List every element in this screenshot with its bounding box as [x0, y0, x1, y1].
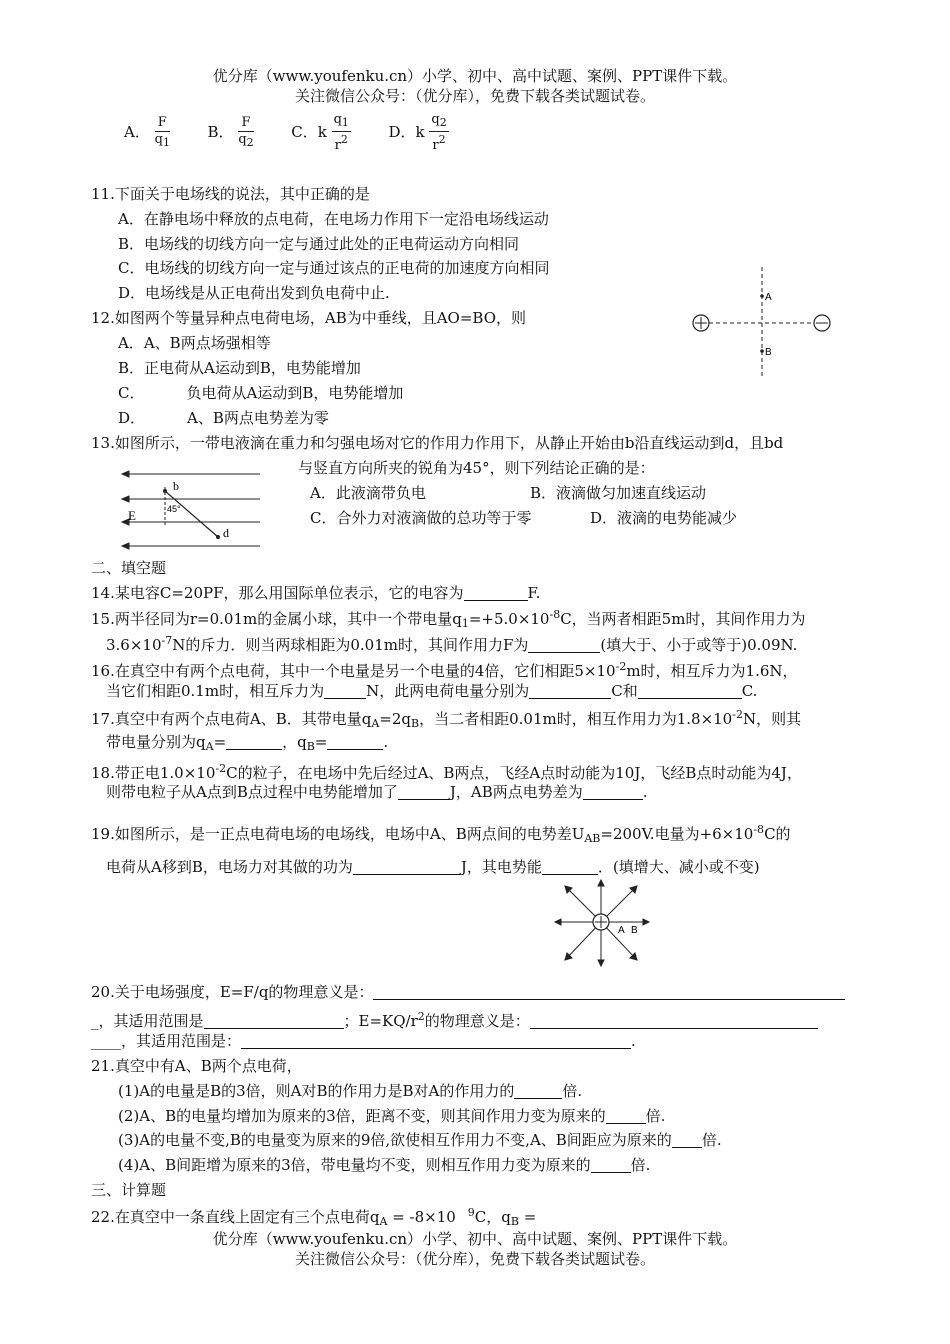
- q17-line-2: 带电量分别为$q_A=$ ，$q_B=$ .: [106, 733, 389, 753]
- q19-line-2: 电荷从A移到B，电场力对其做的功为 J，其电势能 ．(填增大、减小或不变): [106, 858, 760, 876]
- q12-option-d: D． A、B两点电势差为零: [118, 409, 329, 427]
- q18-line-1: 18.带正电$1.0\times 10^{-2}C$的粒子，在电场中先后经过A、B两点，飞经A点时动能为10J，飞经B点时动能为4J，: [91, 762, 802, 782]
- q13-label-b: b: [173, 479, 179, 493]
- q12-dipole-figure: [690, 265, 840, 380]
- q17-line-1: 17.真空中有两个点电荷A、B．其带电量$q_A=2q_B$，当二者相距0.01m时，相互作用力为$1.8\times 10^{-2}N$，则其: [91, 708, 802, 730]
- q20-blank-4[interactable]: [241, 1033, 631, 1049]
- q22: 22.在真空中一条直线上固定有三个点电荷$q_A = -8\times 10$ $^9$C，$q_B$ =: [91, 1206, 537, 1228]
- positive-charge-icon: [593, 914, 609, 930]
- q17-blank-1[interactable]: [226, 734, 282, 750]
- negative-charge-icon: [814, 315, 830, 331]
- q15-line-2: $3.6\times 10^{-7}N$的斥力．则当两球相距为0.01m时，其间作用力F为 (填大于、小于或等于)0.09N.: [106, 634, 798, 654]
- q20-line-1: 20.关于电场强度，E=F/q的物理意义是：: [91, 982, 845, 1002]
- q11-option-b: B．电场线的切线方向一定与通过此处的正电荷运动方向相同: [118, 235, 520, 253]
- q21-part-2: (2)A、B的电量均增加为原来的3倍，距离不变，则其间作用力变为原来的 倍.: [118, 1107, 666, 1125]
- q11-option-a: A．在静电场中释放的点电荷，在电场力作用下一定沿电场线运动: [118, 210, 549, 228]
- q16-blank-3[interactable]: [638, 683, 742, 699]
- q14: 14.某电容C=20PF，那么用国际单位表示，它的电容为 F.: [91, 584, 541, 602]
- q18-blank-1[interactable]: [398, 784, 450, 800]
- q21-blank-2[interactable]: [606, 1108, 646, 1124]
- positive-charge-icon: [693, 315, 709, 331]
- q14-blank[interactable]: [464, 585, 528, 601]
- q21-part-1: (1)A的电量是B的3倍，则A对B的作用力是B对A的作用力的 倍.: [118, 1082, 583, 1100]
- q20-line-3: ____，其适用范围是： .: [91, 1032, 636, 1050]
- q16-line-1: 16.在真空中有两个点电荷，其中一个电量是另一个电量的4倍，它们相距$5\times 10^{-2}m$时，相互斥力为1.6N，: [91, 660, 798, 680]
- q13-option-b: B．液滴做匀加速直线运动: [530, 484, 707, 502]
- q10-option-b: B． $\frac{F}{q_2}$: [207, 115, 254, 149]
- q17-blank-2[interactable]: [327, 734, 383, 750]
- q10-option-d: D．k $\frac{q_2}{r^2}$: [388, 112, 447, 153]
- q13-stem-2: 与竖直方向所夹的锐角为45°，则下列结论正确的是：: [298, 459, 655, 477]
- header-line-1: 优分库（www.youfenku.cn）小学、初中、高中试题、案例、PPT课件下载。: [212, 67, 738, 85]
- q11-option-c: C．电场线的切线方向一定与通过该点的正电荷的加速度方向相同: [118, 259, 550, 277]
- q16-line-2: 当它们相距0.1m时，相互斥力为 N，此两电荷电量分别为 C和 C.: [106, 682, 758, 700]
- q18-line-2: 则带电粒子从A点到B点过程中电势能增加了 J，AB两点电势差为 .: [106, 783, 648, 801]
- q19-label-a: A: [618, 925, 625, 936]
- header-line-2: 关注微信公众号：（优分库），免费下载各类试题试卷。: [294, 87, 655, 105]
- q20-blank-3[interactable]: [530, 1013, 818, 1029]
- q12-option-b: B．正电荷从A运动到B，电势能增加: [118, 359, 361, 377]
- section-3-title: 三、计算题: [91, 1181, 167, 1199]
- q12-label-a: A: [765, 292, 772, 303]
- q21-blank-3[interactable]: [672, 1132, 702, 1148]
- q19-label-b: B: [631, 925, 638, 936]
- q11-stem: 11.下面关于电场线的说法，其中正确的是: [91, 185, 370, 203]
- q13-label-angle: 45°: [167, 504, 181, 514]
- q10-option-c: C．k $\frac{q_1}{r^2}$: [291, 112, 349, 153]
- q15-blank[interactable]: [528, 637, 600, 653]
- q16-blank-1[interactable]: [324, 683, 366, 699]
- q21-part-3: (3)A的电量不变,B的电量变为原来的9倍,欲使相互作用力不变,A、B间距应为原来的 倍.: [118, 1131, 722, 1149]
- footer-line-1: 优分库（www.youfenku.cn）小学、初中、高中试题、案例、PPT课件下载。: [212, 1230, 738, 1248]
- q13-label-e: E: [128, 508, 136, 523]
- q15-line-1: 15.两半径同为r=0.01m的金属小球，其中一个带电量$q_1=+5.0\times 10^{-8}C$，当两者相距5m时，其间作用力为: [91, 608, 806, 630]
- q12-label-b: B: [765, 347, 772, 358]
- q13-option-c: C．合外力对液滴做的总功等于零: [310, 509, 532, 527]
- q13-field-figure: [118, 465, 268, 555]
- q10-options: [124, 112, 449, 154]
- q20-blank-1[interactable]: [373, 984, 845, 1000]
- q10-option-a: A． $\frac{F}{q_1}$: [124, 115, 170, 149]
- q11-option-d: D．电场线是从正电荷出发到负电荷中止.: [118, 284, 390, 302]
- q19-line-1: 19.如图所示，是一正点电荷电场的电场线，电场中A、B两点间的电势差$U_{AB}=200V$.电量为$+6\times 10^{-8}C$的: [91, 823, 791, 845]
- q12-stem: 12.如图两个等量异种点电荷电场，AB为中垂线，且AO=BO，则: [91, 309, 527, 327]
- q16-blank-2[interactable]: [529, 683, 611, 699]
- q19-blank-1[interactable]: [353, 859, 461, 875]
- q21-blank-1[interactable]: [514, 1083, 562, 1099]
- q20-blank-2[interactable]: [204, 1013, 344, 1029]
- q20-line-2: _，其适用范围是 ；$E=KQ/r^2$的物理意义是：: [91, 1006, 818, 1032]
- q12-option-c: C． 负电荷从A运动到B，电势能增加: [118, 384, 404, 402]
- q21-blank-4[interactable]: [591, 1157, 631, 1173]
- q13-option-d: D．液滴的电势能减少: [590, 509, 738, 527]
- q19-blank-2[interactable]: [542, 859, 598, 875]
- q13-stem: 13.如图所示，一带电液滴在重力和匀强电场对它的作用力作用下，从静止开始由b沿直线运动到d，且bd: [91, 434, 784, 452]
- q21-stem: 21.真空中有A、B两个点电荷，: [91, 1057, 302, 1075]
- q18-blank-2[interactable]: [583, 784, 643, 800]
- q21-part-4: (4)A、B间距增为原来的3倍，带电量均不变，则相互作用力变为原来的 倍.: [118, 1156, 651, 1174]
- footer-line-2: 关注微信公众号：（优分库），免费下载各类试题试卷。: [294, 1250, 655, 1268]
- q13-option-a: A．此液滴带负电: [310, 484, 426, 502]
- q13-label-d: d: [223, 526, 229, 540]
- section-2-title: 二、填空题: [91, 559, 167, 577]
- q19-field-figure: [555, 880, 655, 970]
- q12-option-a: A．A、B两点场强相等: [118, 334, 271, 352]
